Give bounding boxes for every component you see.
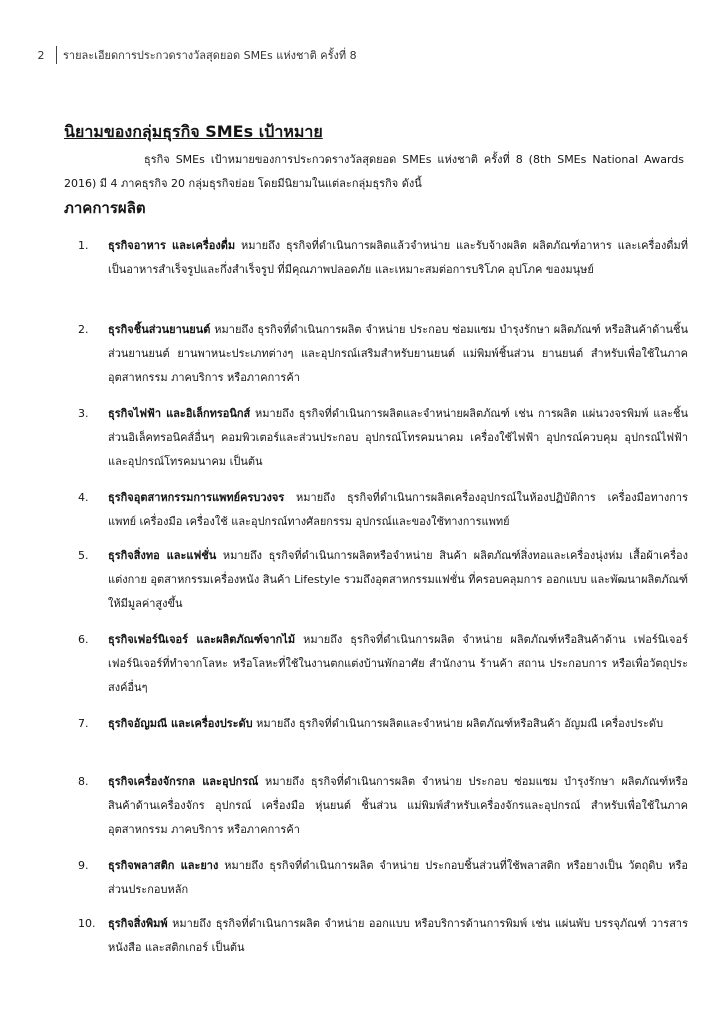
list-item [78,544,688,616]
item-name: ธุรกิจอาหาร และเครื่องดื่ม [108,239,236,252]
item-body [108,544,688,616]
item-name: ธุรกิจอุตสาหกรรมการแพทย์ครบวงจร [108,491,285,504]
list-item [78,912,688,960]
header-divider [56,46,57,64]
list-item [78,402,688,474]
item-description: หมายถึง ธุรกิจที่ดำเนินการผลิตหรือจำหน่าย สินค้า ผลิตภัณฑ์สิ่งทอและเครื่องนุ่งห่ม เสื้อผ้าเครื่องแต่งกาย อุตสาหกรรมเครื่องหนัง สินค้า Lifestyle รวมถึงอุตสาหกรรมแฟชั่น ที่ครอบคลุมการ ออกแบบ และพัฒนาผลิตภัณฑ์ให้มีมูลค่าสูงขึ้น [108,549,688,610]
item-description: หมายถึง ธุรกิจที่ดำเนินการผลิต จำหน่าย ออกแบบ หรือบริการด้านการพิมพ์ เช่น แผ่นพับ บรรจุภัณฑ์ วารสาร หนังสือ และสติกเกอร์ เป็นต้น [108,917,688,954]
item-body [108,486,688,534]
item-description: หมายถึง ธุรกิจที่ดำเนินการผลิตและจำหน่าย ผลิตภัณฑ์หรือสินค้า อัญมณี เครื่องประดับ [252,717,664,730]
running-title: รายละเอียดการประกวดรางวัลสุดยอด SMEs แห่งชาติ ครั้งที่ 8 [63,49,357,62]
item-description: หมายถึง ธุรกิจที่ดำเนินการผลิตเครื่องอุปกรณ์ในห้องปฏิบัติการ เครื่องมือทางการแพทย์ เครื่องมือ เครื่องใช้ และอุปกรณ์ทางศัลยกรรม อุปกรณ์และของใช้ทางการแพทย์ [108,491,688,528]
item-number: 7. [78,717,89,730]
list-item [78,318,688,390]
list-item [78,770,688,842]
item-name: ธุรกิจไฟฟ้า และอิเล็กทรอนิกส์ [108,407,251,420]
item-name: ธุรกิจสิ่งพิมพ์ [108,917,168,930]
item-body [108,712,688,736]
section-title: นิยามของกลุ่มธุรกิจ SMEs เป้าหมาย [64,122,323,141]
item-number: 10. [78,917,96,930]
item-body [108,628,688,700]
list-item [78,234,688,282]
item-number: 3. [78,407,89,420]
item-body [108,402,688,474]
item-description: หมายถึง ธุรกิจที่ดำเนินการผลิต จำหน่าย ประกอบชิ้นส่วนที่ใช้พลาสติก หรือยางเป็น วัตถุดิบ หรือส่วนประกอบหลัก [108,859,688,896]
item-name: ธุรกิจพลาสติก และยาง [108,859,219,872]
item-description: หมายถึง ธุรกิจที่ดำเนินการผลิตแล้วจำหน่าย และรับจ้างผลิต ผลิตภัณฑ์อาหาร และเครื่องดื่มที่เป็นอาหารสำเร็จรูปและกึ่งสำเร็จรูป ที่มีคุณภาพปลอดภัย และเหมาะสมต่อการบริโภค อุปโภค ของมนุษย์ [108,239,688,276]
item-description: หมายถึง ธุรกิจที่ดำเนินการผลิต จำหน่าย ผลิตภัณฑ์หรือสินค้าด้าน เฟอร์นิเจอร์ เฟอร์นิเจอร์ที่ทำจากโลหะ หรือโลหะที่ใช้ในงานตกแต่งบ้านพักอาศัย สำนักงาน ร้านค้า สถาน ประกอบการ หรือเพื่อวัตถุประสงค์อื่นๆ [108,633,688,694]
item-name: ธุรกิจเครื่องจักรกล และอุปกรณ์ [108,775,259,788]
item-body [108,234,688,282]
list-item [78,712,688,736]
item-name: ธุรกิจเฟอร์นิเจอร์ และผลิตภัณฑ์จากไม้ [108,633,296,646]
list-item [78,486,688,534]
item-number: 1. [78,239,89,252]
item-name: ธุรกิจสิ่งทอ และแฟชั่น [108,549,217,562]
item-description: หมายถึง ธุรกิจที่ดำเนินการผลิต จำหน่าย ประกอบ ซ่อมแซม บำรุงรักษา ผลิตภัณฑ์หรือสินค้าด้านเครื่องจักร อุปกรณ์ เครื่องมือ หุ่นยนต์ ชิ้นส่วน แม่พิมพ์สำหรับเครื่องจักรและอุปกรณ์ สำหรับเพื่อใช้ในภาคอุตสาหกรรม ภาคบริการ หรือภาคการค้า [108,775,688,836]
item-number: 5. [78,549,89,562]
page-number: 2 [37,48,45,62]
page-header [30,46,357,64]
list-item [78,854,688,902]
item-number: 8. [78,775,89,788]
item-number: 4. [78,491,89,504]
item-body [108,318,688,390]
list-item [78,628,688,700]
item-number: 2. [78,323,89,336]
item-name: ธุรกิจอัญมณี และเครื่องประดับ [108,717,253,730]
item-description: หมายถึง ธุรกิจที่ดำเนินการผลิต จำหน่าย ประกอบ ซ่อมแซม บำรุงรักษา ผลิตภัณฑ์ หรือสินค้าด้านชิ้นส่วนยานยนต์ ยานพาหนะประเภทต่างๆ และอุปกรณ์เสริมสำหรับยานยนต์ แม่พิมพ์ชิ้นส่วน ยานยนต์ สำหรับเพื่อใช้ในภาคอุตสาหกรรม ภาคบริการ หรือภาคการค้า [108,323,688,384]
item-number: 6. [78,633,89,646]
item-body [108,770,688,842]
item-body [108,854,688,902]
item-description: หมายถึง ธุรกิจที่ดำเนินการผลิตและจำหน่ายผลิตภัณฑ์ เช่น การผลิต แผ่นวงจรพิมพ์ และชิ้นส่วนอิเล็คทรอนิคส์อื่นๆ คอมพิวเตอร์และส่วนประกอบ อุปกรณ์โทรคมนาคม เครื่องใช้ไฟฟ้า อุปกรณ์ควบคุม อุปกรณ์ไฟฟ้า และอุปกรณ์โทรคมนาคม เป็นต้น [108,407,688,468]
item-number: 9. [78,859,89,872]
item-name: ธุรกิจชิ้นส่วนยานยนต์ [108,323,211,336]
intro-paragraph: ธุรกิจ SMEs เป้าหมายของการประกวดรางวัลสุดยอด SMEs แห่งชาติ ครั้งที่ 8 (8th SMEs National Awards 2016) มี 4 ภาคธุรกิจ 20 กลุ่มธุรกิจย่อย โดยมีนิยามในแต่ละกลุ่มธุรกิจ ดังนี้ [64,153,684,190]
sector-heading: ภาคการผลิต [64,199,146,217]
item-body [108,912,688,960]
